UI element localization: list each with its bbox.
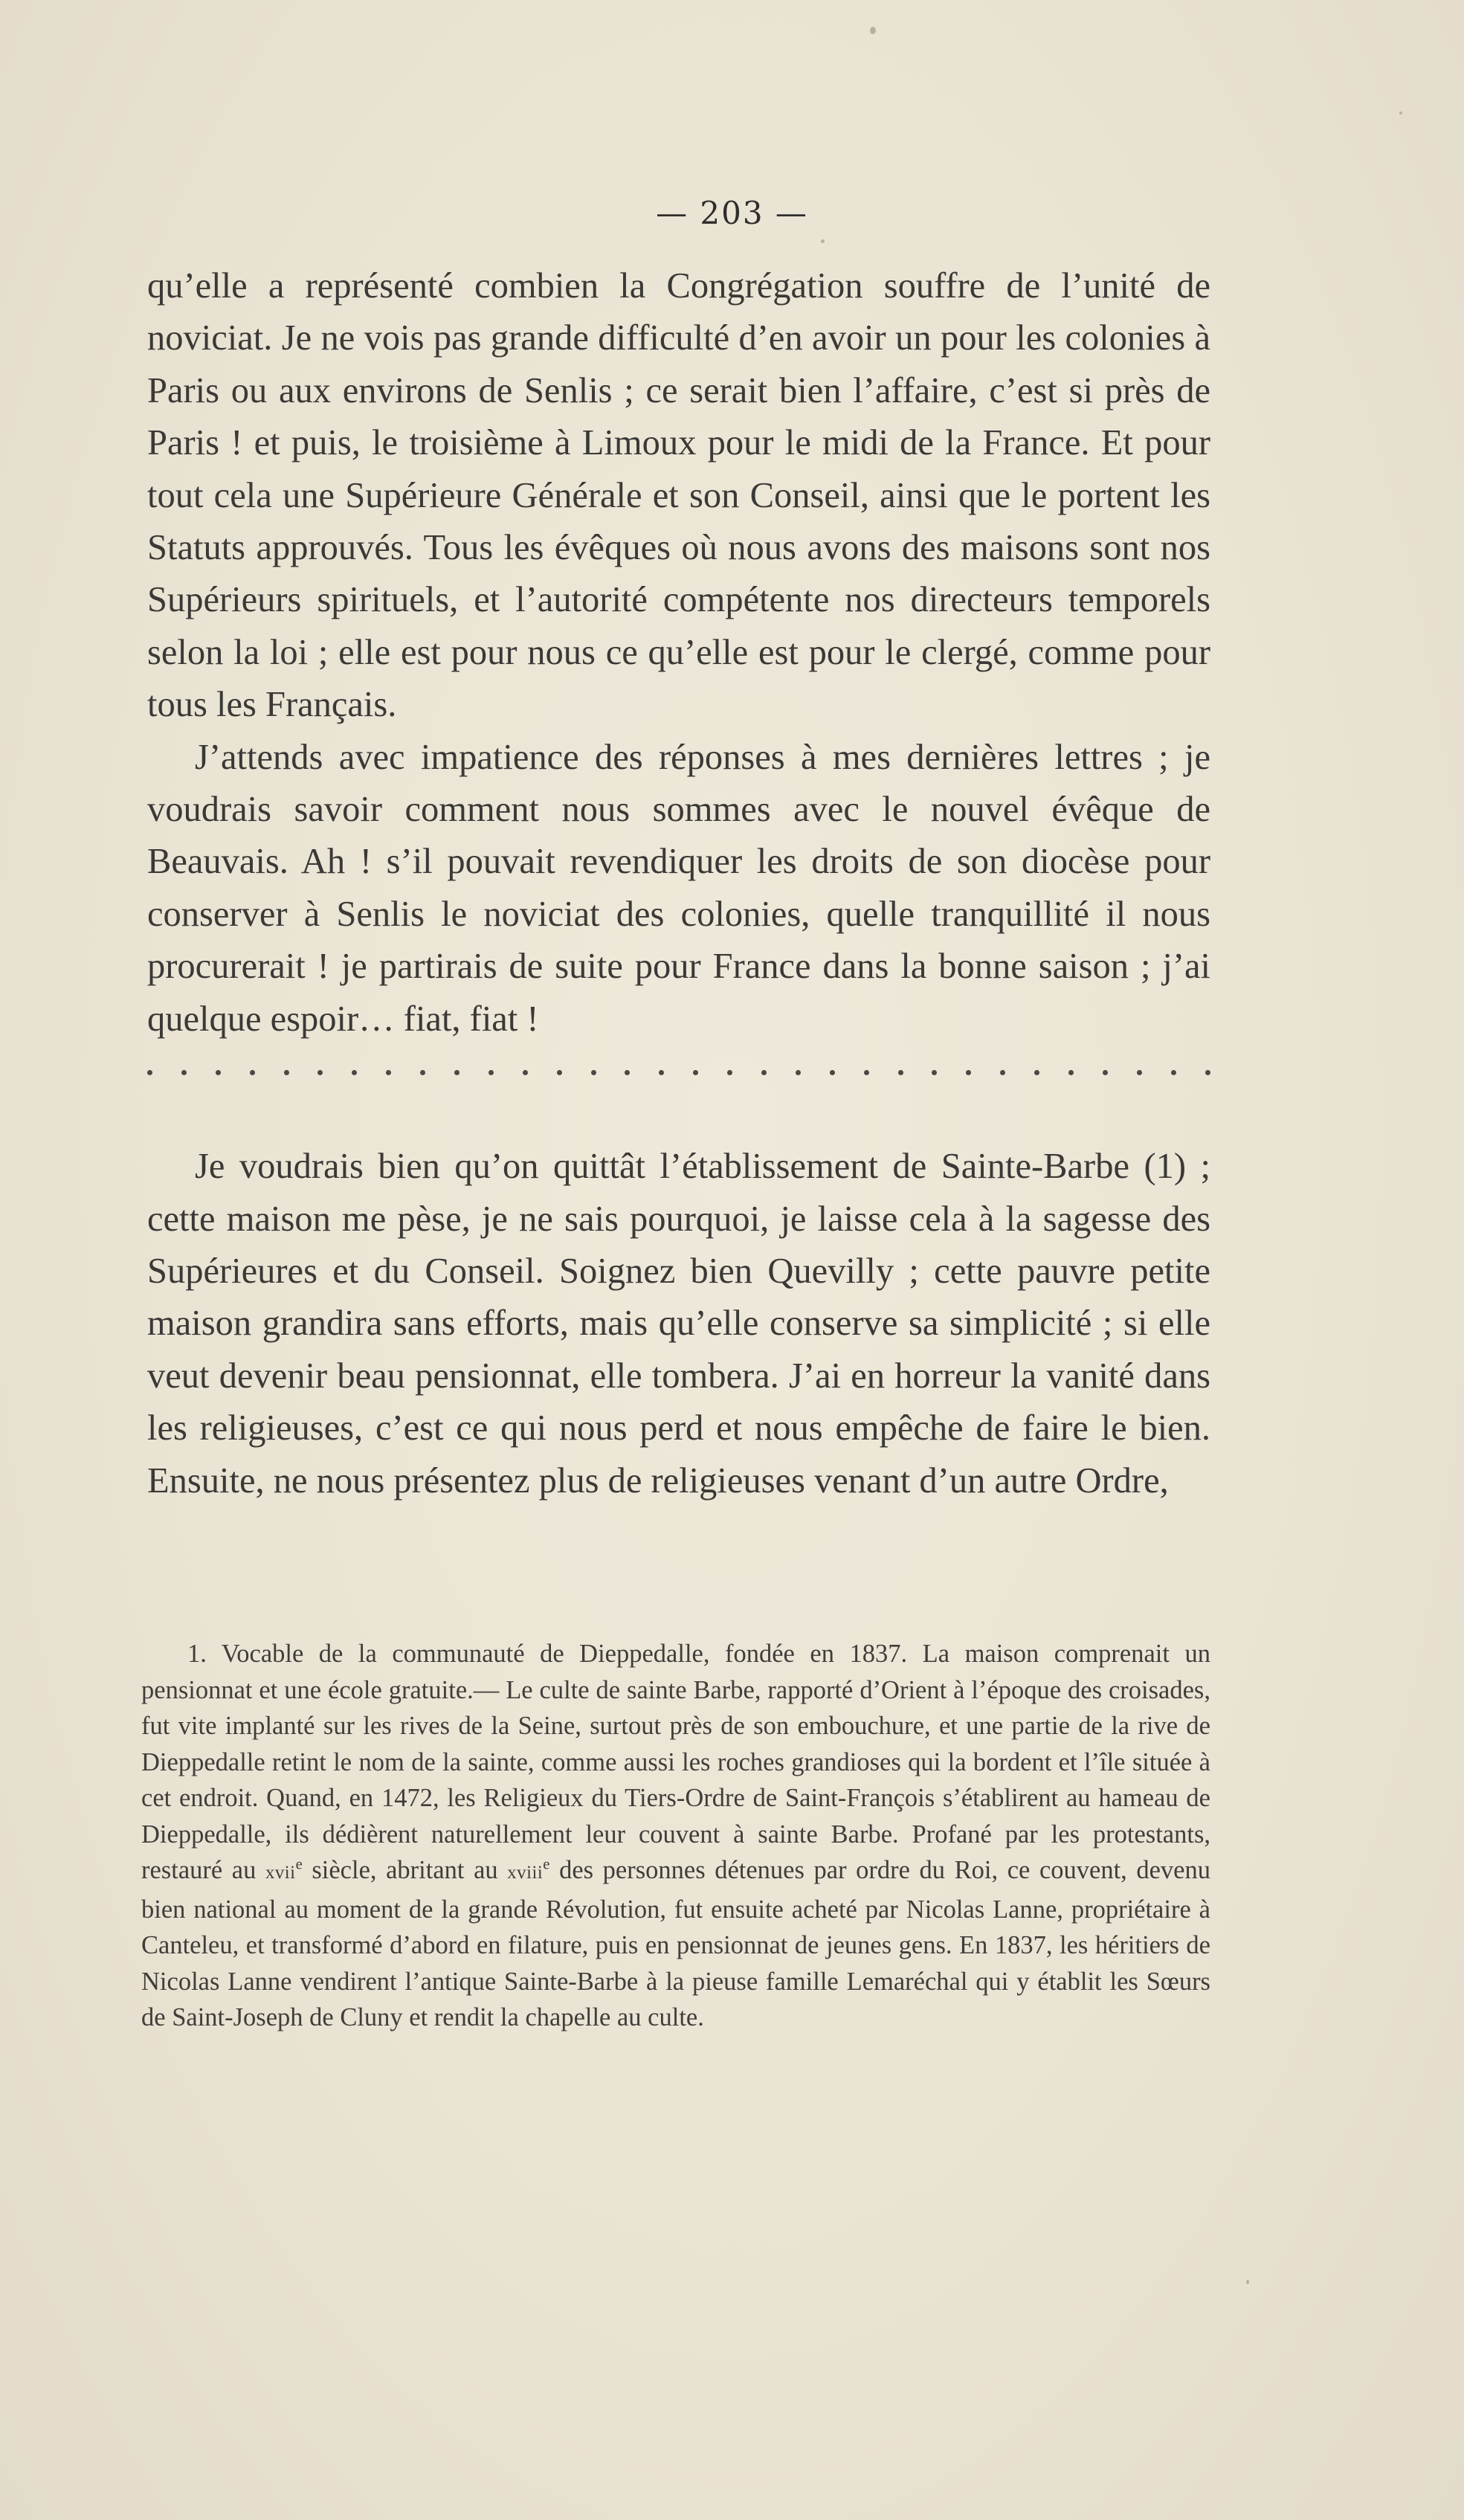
ellipsis-separator: [147, 1057, 1210, 1087]
paper-speck: [821, 239, 825, 243]
paper-speck: [1246, 2280, 1249, 2284]
century-numeral: xviii: [507, 1863, 544, 1883]
page-number: — 203 —: [656, 195, 808, 231]
century-numeral: xvii: [265, 1863, 296, 1883]
footnote: [141, 1636, 1210, 2036]
paper-speck: [1399, 112, 1402, 115]
paper-speck: [870, 27, 876, 34]
superscript: e: [295, 1856, 303, 1873]
main-text: [147, 260, 1210, 1507]
paragraph: J’attends avec impatience des réponses à mes dernières lettres ; je voudrais savoir comment nous sommes avec le nouvel évêque de Beauvais. Ah ! s’il pouvait revendiquer les droits de son diocèse pour conserver à Senlis le noviciat des colonies, quelle tranquillité il nous procurerait ! je partirais de suite pour France dans la bonne saison ; j’ai quelque espoir… fiat, fiat !: [147, 737, 1210, 1039]
footnote-text: 1. Vocable de la communauté de Dieppedalle, fondée en 1837. La maison comprenait un pensionnat et une école gratuite.— Le culte de sainte Barbe, rapporté d’Orient à l’époque des croisades, fut vite implanté sur les rives de la Seine, surtout près de son embouchure, et une partie de la rive de Dieppedalle retint le nom de la sainte, comme aussi les roches grandioses qui la bordent et l’île située à cet endroit. Quand, en 1472, les Religieux du Tiers-Ordre de Saint-François s’établirent au hameau de Dieppedalle, ils dédièrent naturellement leur couvent à sainte Barbe. Profané par les protestants, restauré au: [141, 1640, 1210, 1884]
footnote-text: des personnes détenues par ordre du Roi, ce couvent, devenu bien national au moment de la grande Révolution, fut ensuite acheté par Nicolas Lanne, propriétaire à Canteleu, et transformé d’abord en filature, puis en pensionnat de jeunes gens. En 1837, les héritiers de Nicolas Lanne vendirent l’antique Sainte-Barbe à la pieuse famille Lemaréchal qui y établit les Sœurs de Saint-Joseph de Cluny et rendit la chapelle au culte.: [141, 1856, 1210, 2031]
paragraph: Je voudrais bien qu’on quittât l’établissement de Sainte-Barbe (1) ; cette maison me pèse, je ne sais pourquoi, je laisse cela à la sagesse des Supérieures et du Conseil. Soignez bien Quevilly ; cette pauvre petite maison grandira sans efforts, mais qu’elle conserve sa simplicité ; si elle veut devenir beau pensionnat, elle tombera. J’ai en horreur la vanité dans les religieuses, c’est ce qui nous perd et nous empêche de faire le bien. Ensuite, ne nous présentez plus de religieuses venant d’un autre Ordre,: [147, 1147, 1210, 1501]
paragraph: qu’elle a représenté combien la Congrégation souffre de l’unité de noviciat. Je ne vois pas grande difficulté d’en avoir un pour les colonies à Paris ou aux environs de Senlis ; ce serait bien l’affaire, c’est si près de Paris ! et puis, le troisième à Limoux pour le midi de la France. Et pour tout cela une Supérieure Générale et son Conseil, ainsi que le portent les Statuts approuvés. Tous les évêques où nous avons des maisons sont nos Supérieurs spirituels, et l’autorité compétente nos directeurs temporels selon la loi ; elle est pour nous ce qu’elle est pour le clergé, comme pour tous les Français.: [147, 266, 1210, 725]
footnote-text: siècle, abritant au: [302, 1856, 508, 1884]
superscript: e: [543, 1856, 550, 1873]
